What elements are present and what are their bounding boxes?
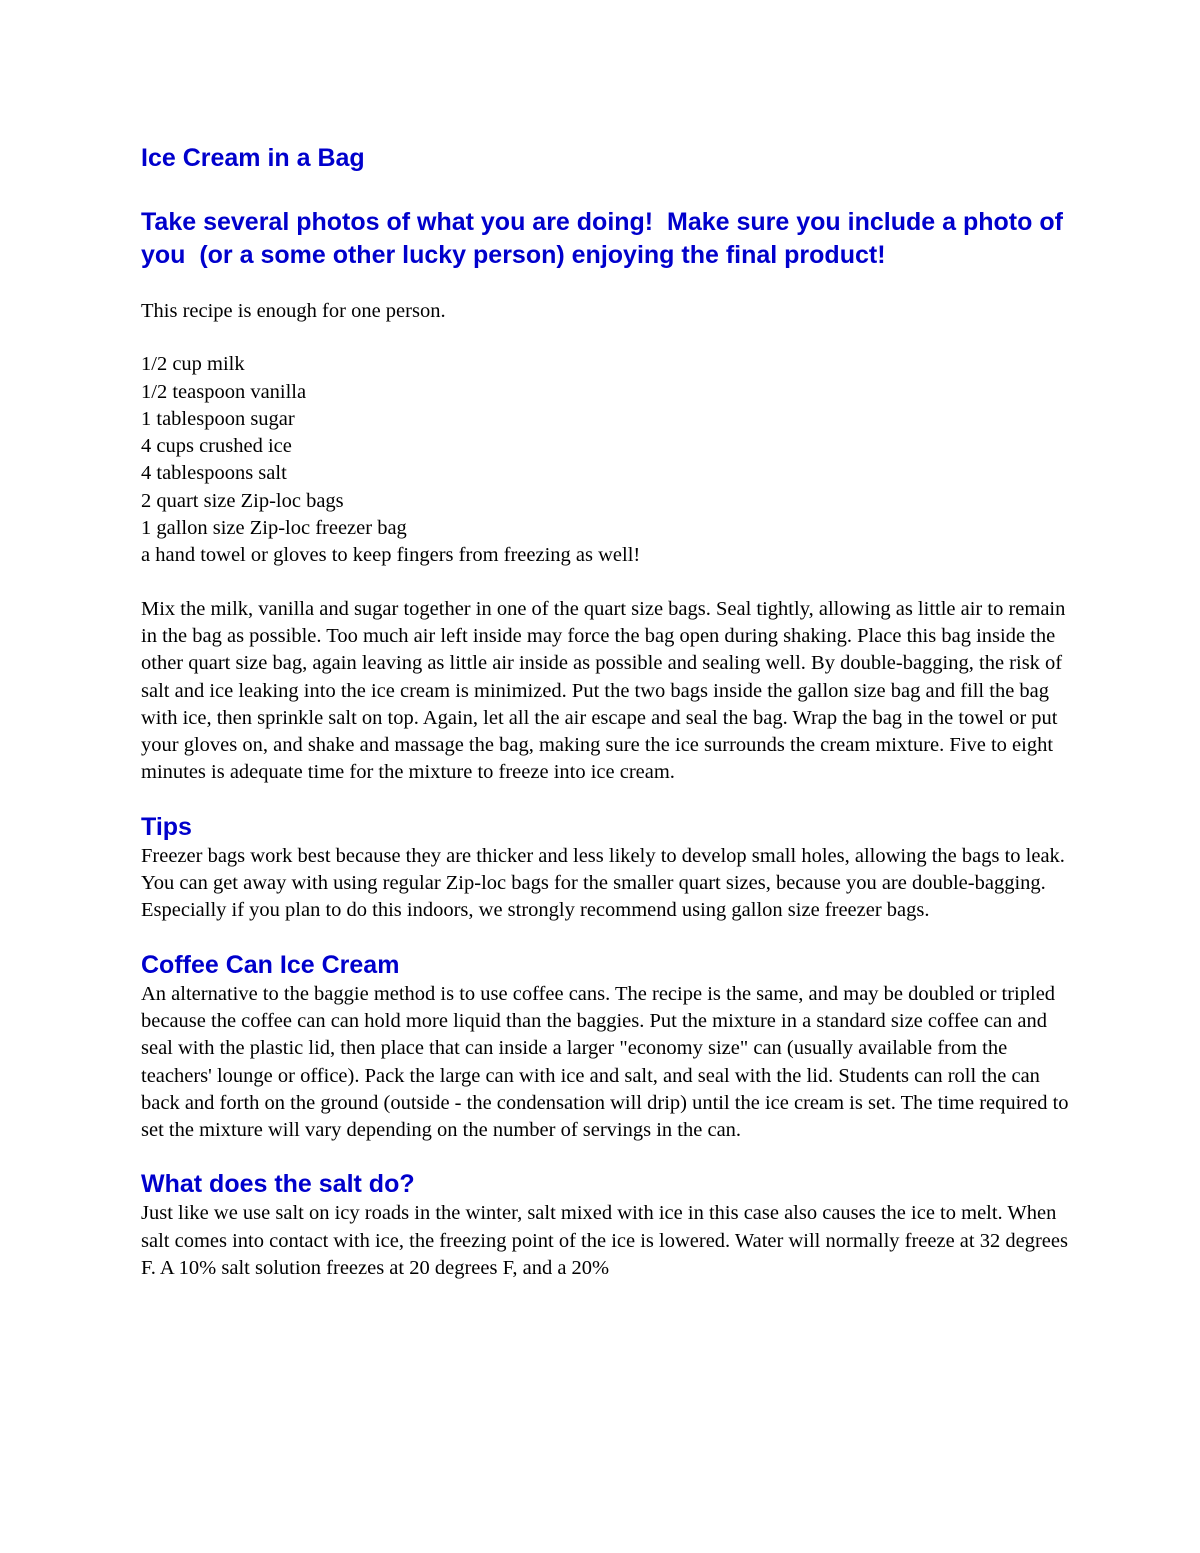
ingredient-item: 1 tablespoon sugar <box>141 407 295 430</box>
section-heading-tips: Tips <box>141 812 192 841</box>
photo-instruction: Take several photos of what you are doing! Make sure you include a photo of you (or a some other lucky person) enjoying the final product! <box>141 208 1070 269</box>
section-body-coffee-can: An alternative to the baggie method is to use coffee cans. The recipe is the same, and may be doubled or tripled because the coffee can can hold more liquid than the baggies. Put the mixture in a standard size coffee can and seal with the plastic lid, then place that can inside a larger "economy size" can (usually available from the teachers' lounge or office). Pack the large can with ice and salt, and seal with the lid. Students can roll the can back and forth on the ground (outside - the condensation will drip) until the ice cream is set. The time required to set the mixture will vary depending on the number of servings in the can. <box>141 982 1069 1142</box>
spacer <box>141 1144 1071 1168</box>
ingredient-item: a hand towel or gloves to keep fingers from freezing as well! <box>141 544 641 567</box>
section-heading-salt: What does the salt do? <box>141 1170 415 1199</box>
ingredient-item: 4 tablespoons salt <box>141 462 287 485</box>
section-body-salt: Just like we use salt on icy roads in the winter, salt mixed with ice in this case also causes the ice to melt. When salt comes into contact with ice, the freezing point of the ice is lowered. Water will normally freeze at 32 degrees F. A 10% salt solution freezes at 20 degrees F, and a 20% <box>141 1202 1068 1280</box>
ingredient-list <box>141 351 1071 569</box>
spacer <box>141 925 1071 949</box>
serving-note: This recipe is enough for one person. <box>141 300 446 322</box>
ingredient-item: 1 gallon size Zip-loc freezer bag <box>141 517 407 540</box>
spacer <box>141 325 1071 351</box>
document-title: Ice Cream in a Bag <box>141 144 365 172</box>
ingredient-item: 4 cups crushed ice <box>141 435 292 458</box>
section-heading-coffee-can: Coffee Can Ice Cream <box>141 950 400 979</box>
document-content <box>141 142 1071 1282</box>
ingredient-item: 2 quart size Zip-loc bags <box>141 489 344 512</box>
ingredient-item: 1/2 teaspoon vanilla <box>141 380 307 403</box>
section-body-tips: Freezer bags work best because they are thicker and less likely to develop small holes, allowing the bags to leak. You can get away with using regular Zip-loc bags for the smaller quart sizes, because you are double-bagging. Especially if you plan to do this indoors, we strongly recommend using gallon size freezer bags. <box>141 844 1065 922</box>
spacer <box>141 272 1071 298</box>
directions-paragraph: Mix the milk, vanilla and sugar together in one of the quart size bags. Seal tightly, allowing as little air to remain in the bag as possible. Too much air left inside may force the bag open during shaking. Place this bag inside the other quart size bag, again leaving as little air inside as possible and sealing well. By double-bagging, the risk of salt and ice leaking into the ice cream is minimized. Put the two bags inside the gallon size bag and fill the bag with ice, then sprinkle salt on top. Again, let all the air escape and seal the bag. Wrap the bag in the towel or put your gloves on, and shake and massage the bag, making sure the ice surrounds the cream mixture. Five to eight minutes is adequate time for the mixture to freeze into ice cream. <box>141 597 1066 784</box>
spacer <box>141 787 1071 811</box>
ingredient-item: 1/2 cup milk <box>141 353 245 376</box>
spacer <box>141 174 1071 206</box>
spacer <box>141 570 1071 596</box>
